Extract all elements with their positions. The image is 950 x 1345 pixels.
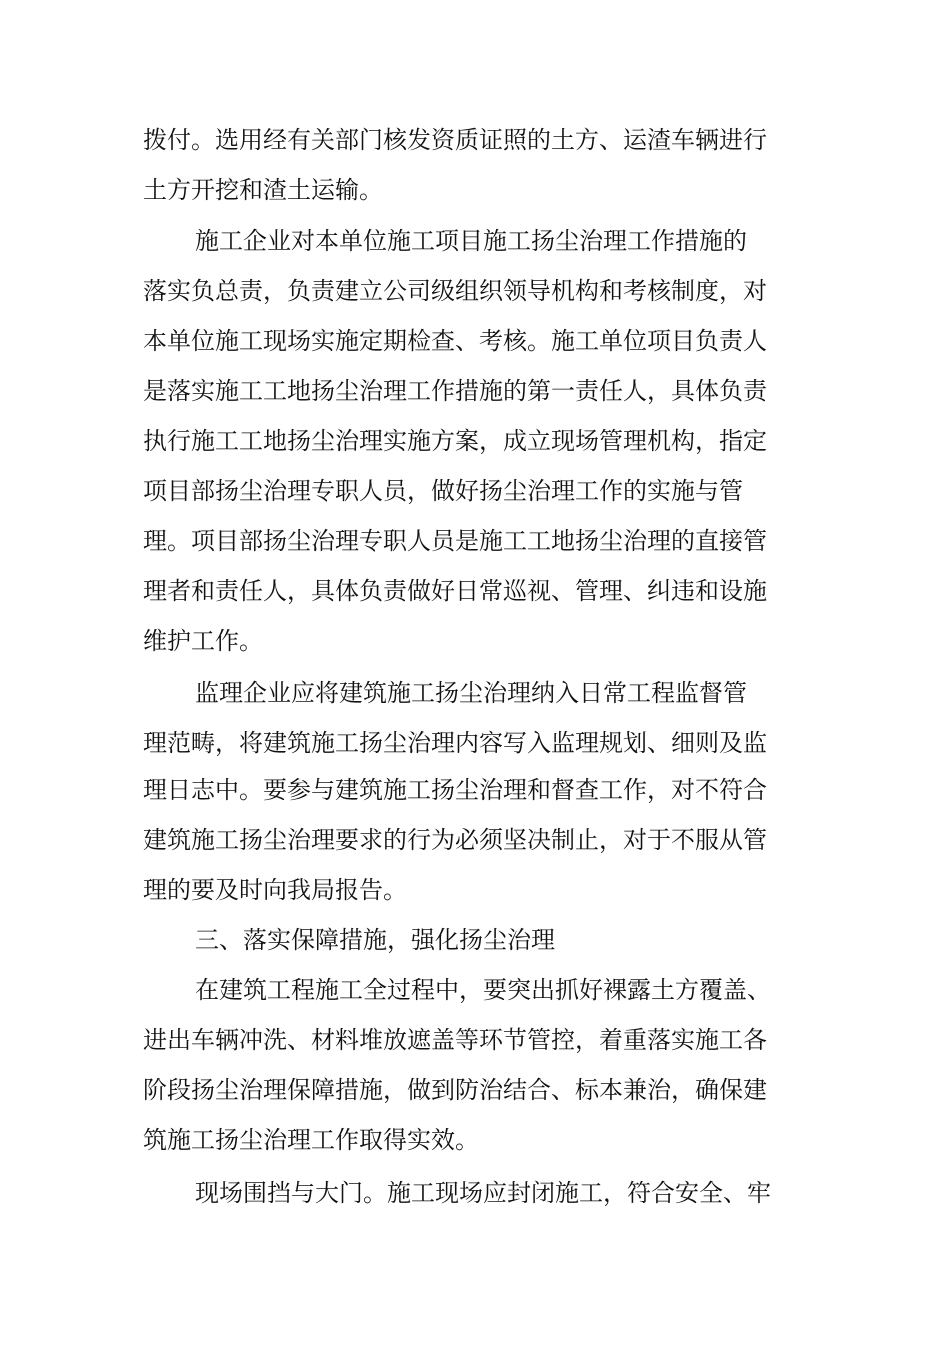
paragraph-first-line: 在建筑工程施工全过程中，要突出抓好裸露土方覆盖、 bbox=[195, 976, 771, 1004]
text-line: 土方开挖和渣土运输。 bbox=[143, 176, 383, 204]
text-line: 理范畴，将建筑施工扬尘治理内容写入监理规划、细则及监 bbox=[143, 729, 767, 757]
text-line: 阶段扬尘治理保障措施，做到防治结合、标本兼治，确保建 bbox=[143, 1076, 767, 1104]
text-line: 理。项目部扬尘治理专职人员是施工工地扬尘治理的直接管 bbox=[143, 527, 767, 555]
text-line: 落实负总责，负责建立公司级组织领导机构和考核制度，对 bbox=[143, 277, 767, 305]
paragraph-first-line: 监理企业应将建筑施工扬尘治理纳入日常工程监督管 bbox=[195, 679, 747, 707]
text-line: 理的要及时向我局报告。 bbox=[143, 876, 407, 904]
text-line: 拨付。选用经有关部门核发资质证照的土方、运渣车辆进行 bbox=[143, 126, 767, 154]
text-line: 项目部扬尘治理专职人员，做好扬尘治理工作的实施与管 bbox=[143, 477, 743, 505]
text-line: 本单位施工现场实施定期检查、考核。施工单位项目负责人 bbox=[143, 327, 767, 355]
text-line: 维护工作。 bbox=[143, 627, 263, 655]
text-line: 建筑施工扬尘治理要求的行为必须坚决制止，对于不服从管 bbox=[143, 826, 767, 854]
text-line: 理者和责任人，具体负责做好日常巡视、管理、纠违和设施 bbox=[143, 577, 767, 605]
text-line: 理日志中。要参与建筑施工扬尘治理和督查工作，对不符合 bbox=[143, 776, 767, 804]
section-heading: 三、落实保障措施，强化扬尘治理 bbox=[195, 926, 555, 954]
text-line: 执行施工工地扬尘治理实施方案，成立现场管理机构，指定 bbox=[143, 427, 767, 455]
paragraph-first-line: 现场围挡与大门。施工现场应封闭施工，符合安全、牢 bbox=[195, 1179, 771, 1207]
text-line: 是落实施工工地扬尘治理工作措施的第一责任人，具体负责 bbox=[143, 377, 767, 405]
text-line: 筑施工扬尘治理工作取得实效。 bbox=[143, 1126, 479, 1154]
text-line: 进出车辆冲洗、材料堆放遮盖等环节管控，着重落实施工各 bbox=[143, 1026, 767, 1054]
paragraph-first-line: 施工企业对本单位施工项目施工扬尘治理工作措施的 bbox=[195, 227, 747, 255]
